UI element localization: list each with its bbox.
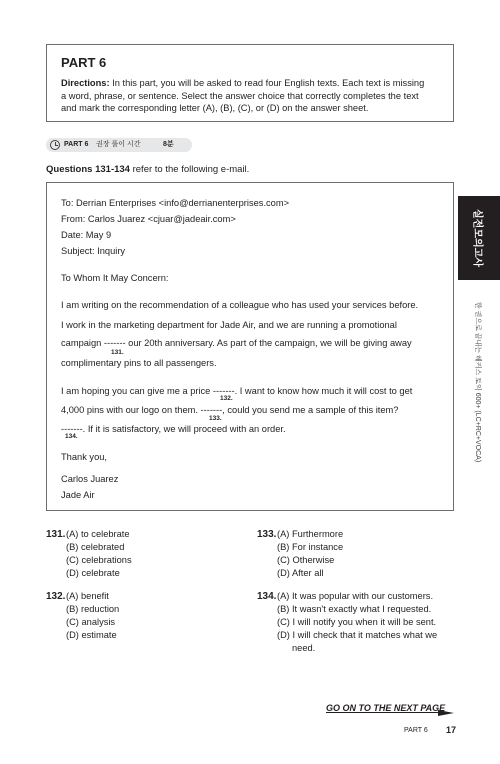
pill-recommended-time-label: 권장 풀이 시간 — [96, 141, 141, 148]
question-number: 131. — [46, 529, 66, 540]
directions-line-2: a word, phrase, or sentence. Select the answer choice that correctly completes the text — [61, 90, 419, 101]
choice-option[interactable]: (A) to celebrate — [66, 529, 130, 539]
questions-heading-rest: refer to the following e-mail. — [129, 164, 250, 175]
question-number: 132. — [46, 591, 66, 602]
email-body-line: -------. If it is satisfactory, we will proceed with an order. — [61, 424, 286, 434]
directions-line-3: and mark the corresponding letter (A), (B), (C), or (D) on the answer sheet. — [61, 103, 369, 113]
email-subject-line: Subject: Inquiry — [61, 246, 126, 256]
question-number: 134. — [257, 591, 277, 602]
footer-part-label: PART 6 — [404, 727, 428, 734]
choice-option[interactable]: (D) estimate — [66, 630, 117, 640]
email-body-line: campaign ------- our 20th anniversary. As part of the campaign, we will be giving away — [61, 338, 412, 348]
email-body-line: 4,000 pins with our logo on them. -------, could you send me a sample of this item? — [61, 405, 399, 415]
choice-option[interactable]: (B) reduction — [66, 604, 120, 614]
go-next-page-label: GO ON TO THE NEXT PAGE — [326, 703, 446, 713]
choice-option[interactable]: (D) celebrate — [66, 568, 120, 578]
question-number: 133. — [257, 529, 277, 540]
pill-minutes: 8분 — [163, 141, 174, 148]
choice-option[interactable]: (D) I will check that it matches what we — [277, 630, 438, 640]
choice-option[interactable]: (C) I will notify you when it will be sent. — [277, 617, 437, 627]
part-directions-box — [46, 44, 454, 122]
email-greeting: To Whom It May Concern: — [61, 273, 169, 283]
side-tab-label: 실전모의고사 — [471, 209, 483, 267]
email-to-line: To: Derrian Enterprises <info@derrianenterprises.com> — [61, 198, 290, 208]
recommended-time-pill — [46, 138, 192, 152]
part-title: PART 6 — [61, 55, 107, 70]
choice-option[interactable]: (A) benefit — [66, 591, 109, 601]
directions-line-1: In this part, you will be asked to read four English texts. Each text is missing — [109, 78, 425, 88]
choice-option[interactable]: (B) It wasn't exactly what I requested. — [277, 604, 432, 614]
questions-heading — [46, 164, 249, 175]
page-number: 17 — [446, 725, 457, 735]
email-body-line: I am writing on the recommendation of a colleague who has used your services before. — [61, 300, 419, 310]
email-date-line: Date: May 9 — [61, 230, 112, 240]
email-passage-box — [46, 182, 454, 511]
choice-option[interactable]: (A) Furthermore — [277, 529, 344, 539]
email-signature-name: Carlos Juarez — [61, 474, 119, 484]
blank-number-132: 132. — [220, 395, 233, 402]
directions-text — [61, 77, 439, 115]
blank-number-134: 134. — [65, 433, 78, 440]
blank-number-131: 131. — [111, 349, 124, 356]
pill-part-label: PART 6 — [64, 141, 89, 148]
side-book-title-text: 한 권으로 끝내는 해커스 토익 600+ (LC+RC+VOCA) — [474, 301, 481, 463]
directions-label: Directions: — [61, 78, 110, 88]
choice-option-continuation: need. — [292, 643, 316, 653]
arrow-right-icon — [438, 710, 454, 716]
side-section-tab — [458, 196, 500, 280]
choice-option[interactable]: (C) Otherwise — [277, 555, 335, 565]
email-body-line: I am hoping you can give me a price -------. I want to know how much it will cost to get — [61, 386, 413, 396]
questions-range: Questions 131-134 — [46, 164, 130, 175]
choice-option[interactable]: (C) celebrations — [66, 555, 132, 565]
choice-option[interactable]: (A) It was popular with our customers. — [277, 591, 434, 601]
clock-icon — [50, 140, 60, 150]
email-closing: Thank you, — [61, 452, 107, 462]
choice-option[interactable]: (B) For instance — [277, 542, 344, 552]
blank-number-133: 133. — [209, 415, 222, 422]
choice-option[interactable]: (B) celebrated — [66, 542, 125, 552]
email-body-line: complimentary pins to all passengers. — [61, 358, 217, 368]
email-signature-company: Jade Air — [61, 490, 95, 500]
email-body-line: I work in the marketing department for Jade Air, and we are running a promotional — [61, 320, 397, 330]
choice-option[interactable]: (C) analysis — [66, 617, 116, 627]
email-from-line: From: Carlos Juarez <cjuar@jadeair.com> — [61, 214, 236, 224]
choice-option[interactable]: (D) After all — [277, 568, 324, 578]
